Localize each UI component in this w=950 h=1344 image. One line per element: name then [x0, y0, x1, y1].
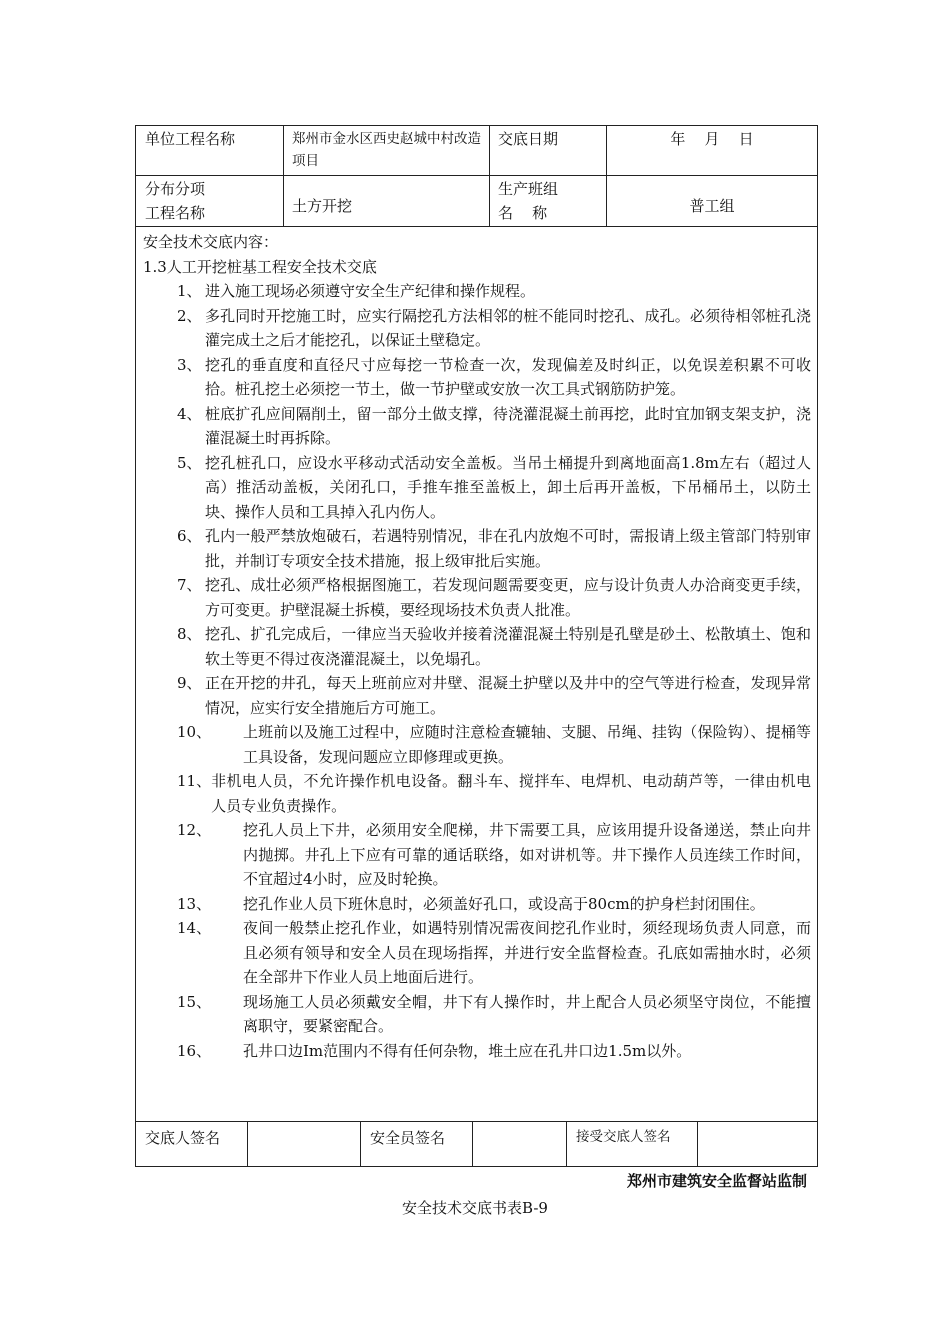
row-divider [135, 226, 818, 227]
disclosure-date-label: 交底日期 [498, 130, 559, 148]
list-item [143, 1039, 811, 1064]
item-number: 14、 [177, 919, 212, 937]
list-item [143, 916, 811, 990]
list-item [143, 622, 811, 671]
list-item [143, 353, 811, 402]
item-number: 2、 [177, 306, 202, 325]
presenter-signature-label: 交底人签名 [145, 1129, 221, 1147]
item-text: 挖孔、扩孔完成后，一律应当天验收并接着浇灌混凝土特别是孔壁是砂土、松散填土、饱和软土等更不得过夜浇灌混凝土，以免塌孔。 [205, 625, 811, 668]
receiver-signature-field[interactable] [698, 1122, 817, 1166]
item-number: 6、 [177, 527, 202, 545]
item-number: 8、 [177, 625, 202, 643]
presenter-signature-field[interactable] [248, 1122, 359, 1166]
team-label-line2: 名 称 [498, 204, 548, 222]
item-text: 挖孔、成壮必须严格根据图施工，若发现问题需要变更，应与设计负责人办洽商变更手续，方可变更。护壁混凝土拆模，要经现场技术负责人批准。 [205, 576, 811, 619]
item-text: 上班前以及施工过程中，应随时注意检查辘轴、支腿、吊绳、挂钩（保险钩）、提桶等工具设备，发现问题应立即修理或更换。 [243, 723, 811, 766]
disclosure-content [143, 230, 811, 1063]
item-text: 桩底扩孔应间隔削土，留一部分土做支撑，待浇灌混凝土前再挖，此时宜加钢支架支护，浇灌混凝土时再拆除。 [205, 404, 811, 447]
list-item [143, 671, 811, 720]
item-text: 挖孔作业人员下班休息时，必须盖好孔口，或设高于80cm的护身栏封闭围住。 [243, 894, 765, 913]
item-text: 现场施工人员必须戴安全帽，井下有人操作时，井上配合人员必须坚守岗位，不能擅离职守，要紧密配合。 [243, 992, 811, 1035]
item-number: 10、 [177, 723, 212, 741]
receiver-signature-label: 接受交底人签名 [576, 1129, 671, 1145]
item-text: 非机电人员，不允许操作机电设备。翻斗车、搅拌车、电焊机、电动葫芦等，一律由机电人员专业负责操作。 [211, 772, 811, 815]
list-item [143, 720, 811, 769]
list-item [143, 990, 811, 1039]
unit-name-value: 郑州市金水区西史赵城中村改造项目 [292, 131, 481, 169]
row-divider [135, 175, 818, 176]
item-text: 多孔同时开挖施工时，应实行隔挖孔方法相邻的桩不能同时挖孔、成孔。必须待相邻桩孔浇灌完成土之后才能挖孔，以保证土壁稳定。 [205, 306, 811, 349]
column-divider [360, 1121, 361, 1167]
content-intro: 安全技术交底内容： [143, 233, 279, 251]
supervising-organization: 郑州市建筑安全监督站监制 [626, 1172, 807, 1190]
content-heading: 1.3人工开挖桩基工程安全技术交底 [143, 257, 377, 276]
list-item [143, 573, 811, 622]
team-value: 普工组 [689, 197, 735, 215]
subproject-label-line1: 分布分项 [145, 180, 206, 198]
item-number: 4、 [177, 404, 202, 423]
item-text: 夜间一般禁止挖孔作业，如遇特别情况需夜间挖孔作业时，须经现场负责人同意，而且必须有领导和安全人员在现场指挥，并进行安全监督检查。孔底如需抽水时，必须在全部井下作业人员上地面后进行。 [243, 919, 811, 986]
safety-officer-signature-field[interactable] [473, 1122, 565, 1166]
item-text: 挖孔的垂直度和直径尺寸应每挖一节检查一次，发现偏差及时纠正，以免误差积累不可收拾。桩孔挖土必须挖一节土，做一节护壁或安放一次工具式钢筋防护笼。 [205, 355, 811, 398]
item-number: 16、 [177, 1041, 212, 1060]
list-item [143, 524, 811, 573]
list-item [143, 892, 811, 917]
item-text: 挖孔桩孔口，应设水平移动式活动安全盖板。当吊土桶提升到离地面高1.8m左右（超过人高）推活动盖板，关闭孔口，手推车推至盖板上，卸土后再开盖板，下吊桶吊土，以防土块、操作人员和工具掉入孔内伤人。 [205, 453, 811, 521]
list-item [143, 279, 811, 304]
list-item [143, 402, 811, 451]
column-divider [283, 125, 284, 226]
item-number: 5、 [177, 453, 202, 472]
item-number: 13、 [177, 894, 212, 913]
item-number: 7、 [177, 576, 202, 594]
item-number: 12、 [177, 821, 212, 839]
subproject-label-line2: 工程名称 [145, 204, 206, 222]
item-text: 孔井口边Im范围内不得有任何杂物，堆土应在孔井口边1.5m以外。 [243, 1041, 692, 1060]
disclosure-date-value: 年 月 日 [670, 130, 754, 148]
item-text: 挖孔人员上下井，必须用安全爬梯，井下需要工具，应该用提升设备递送，禁止向井内抛掷。井孔上下应有可靠的通话联络，如对讲机等。井下操作人员连续工作时间，不宜超过4小时，应及时轮换。 [243, 821, 811, 888]
item-number: 15、 [177, 992, 212, 1011]
column-divider [489, 125, 490, 226]
subproject-value: 土方开挖 [292, 197, 353, 215]
form-number: 安全技术交底书表B-9 [402, 1199, 548, 1217]
list-item [143, 451, 811, 525]
item-text: 进入施工现场必须遵守安全生产纪律和操作规程。 [205, 282, 536, 300]
team-label-line1: 生产班组 [498, 180, 559, 198]
item-number: 1、 [177, 282, 202, 300]
item-text: 孔内一般严禁放炮破石，若遇特别情况，非在孔内放炮不可时，需报请上级主管部门特别审批，并制订专项安全技术措施，报上级审批后实施。 [205, 527, 811, 570]
list-item [143, 818, 811, 892]
item-text: 正在开挖的井孔，每天上班前应对井壁、混凝土护壁以及井中的空气等进行检查，发现异常情况，应实行安全措施后方可施工。 [205, 674, 811, 717]
item-number: 9、 [177, 674, 202, 692]
column-divider [566, 1121, 567, 1167]
unit-name-label: 单位工程名称 [145, 130, 236, 148]
list-item [143, 304, 811, 353]
safety-officer-signature-label: 安全员签名 [370, 1129, 446, 1147]
item-number: 3、 [177, 355, 202, 374]
list-item [143, 769, 811, 818]
item-number: 11、 [177, 772, 212, 790]
